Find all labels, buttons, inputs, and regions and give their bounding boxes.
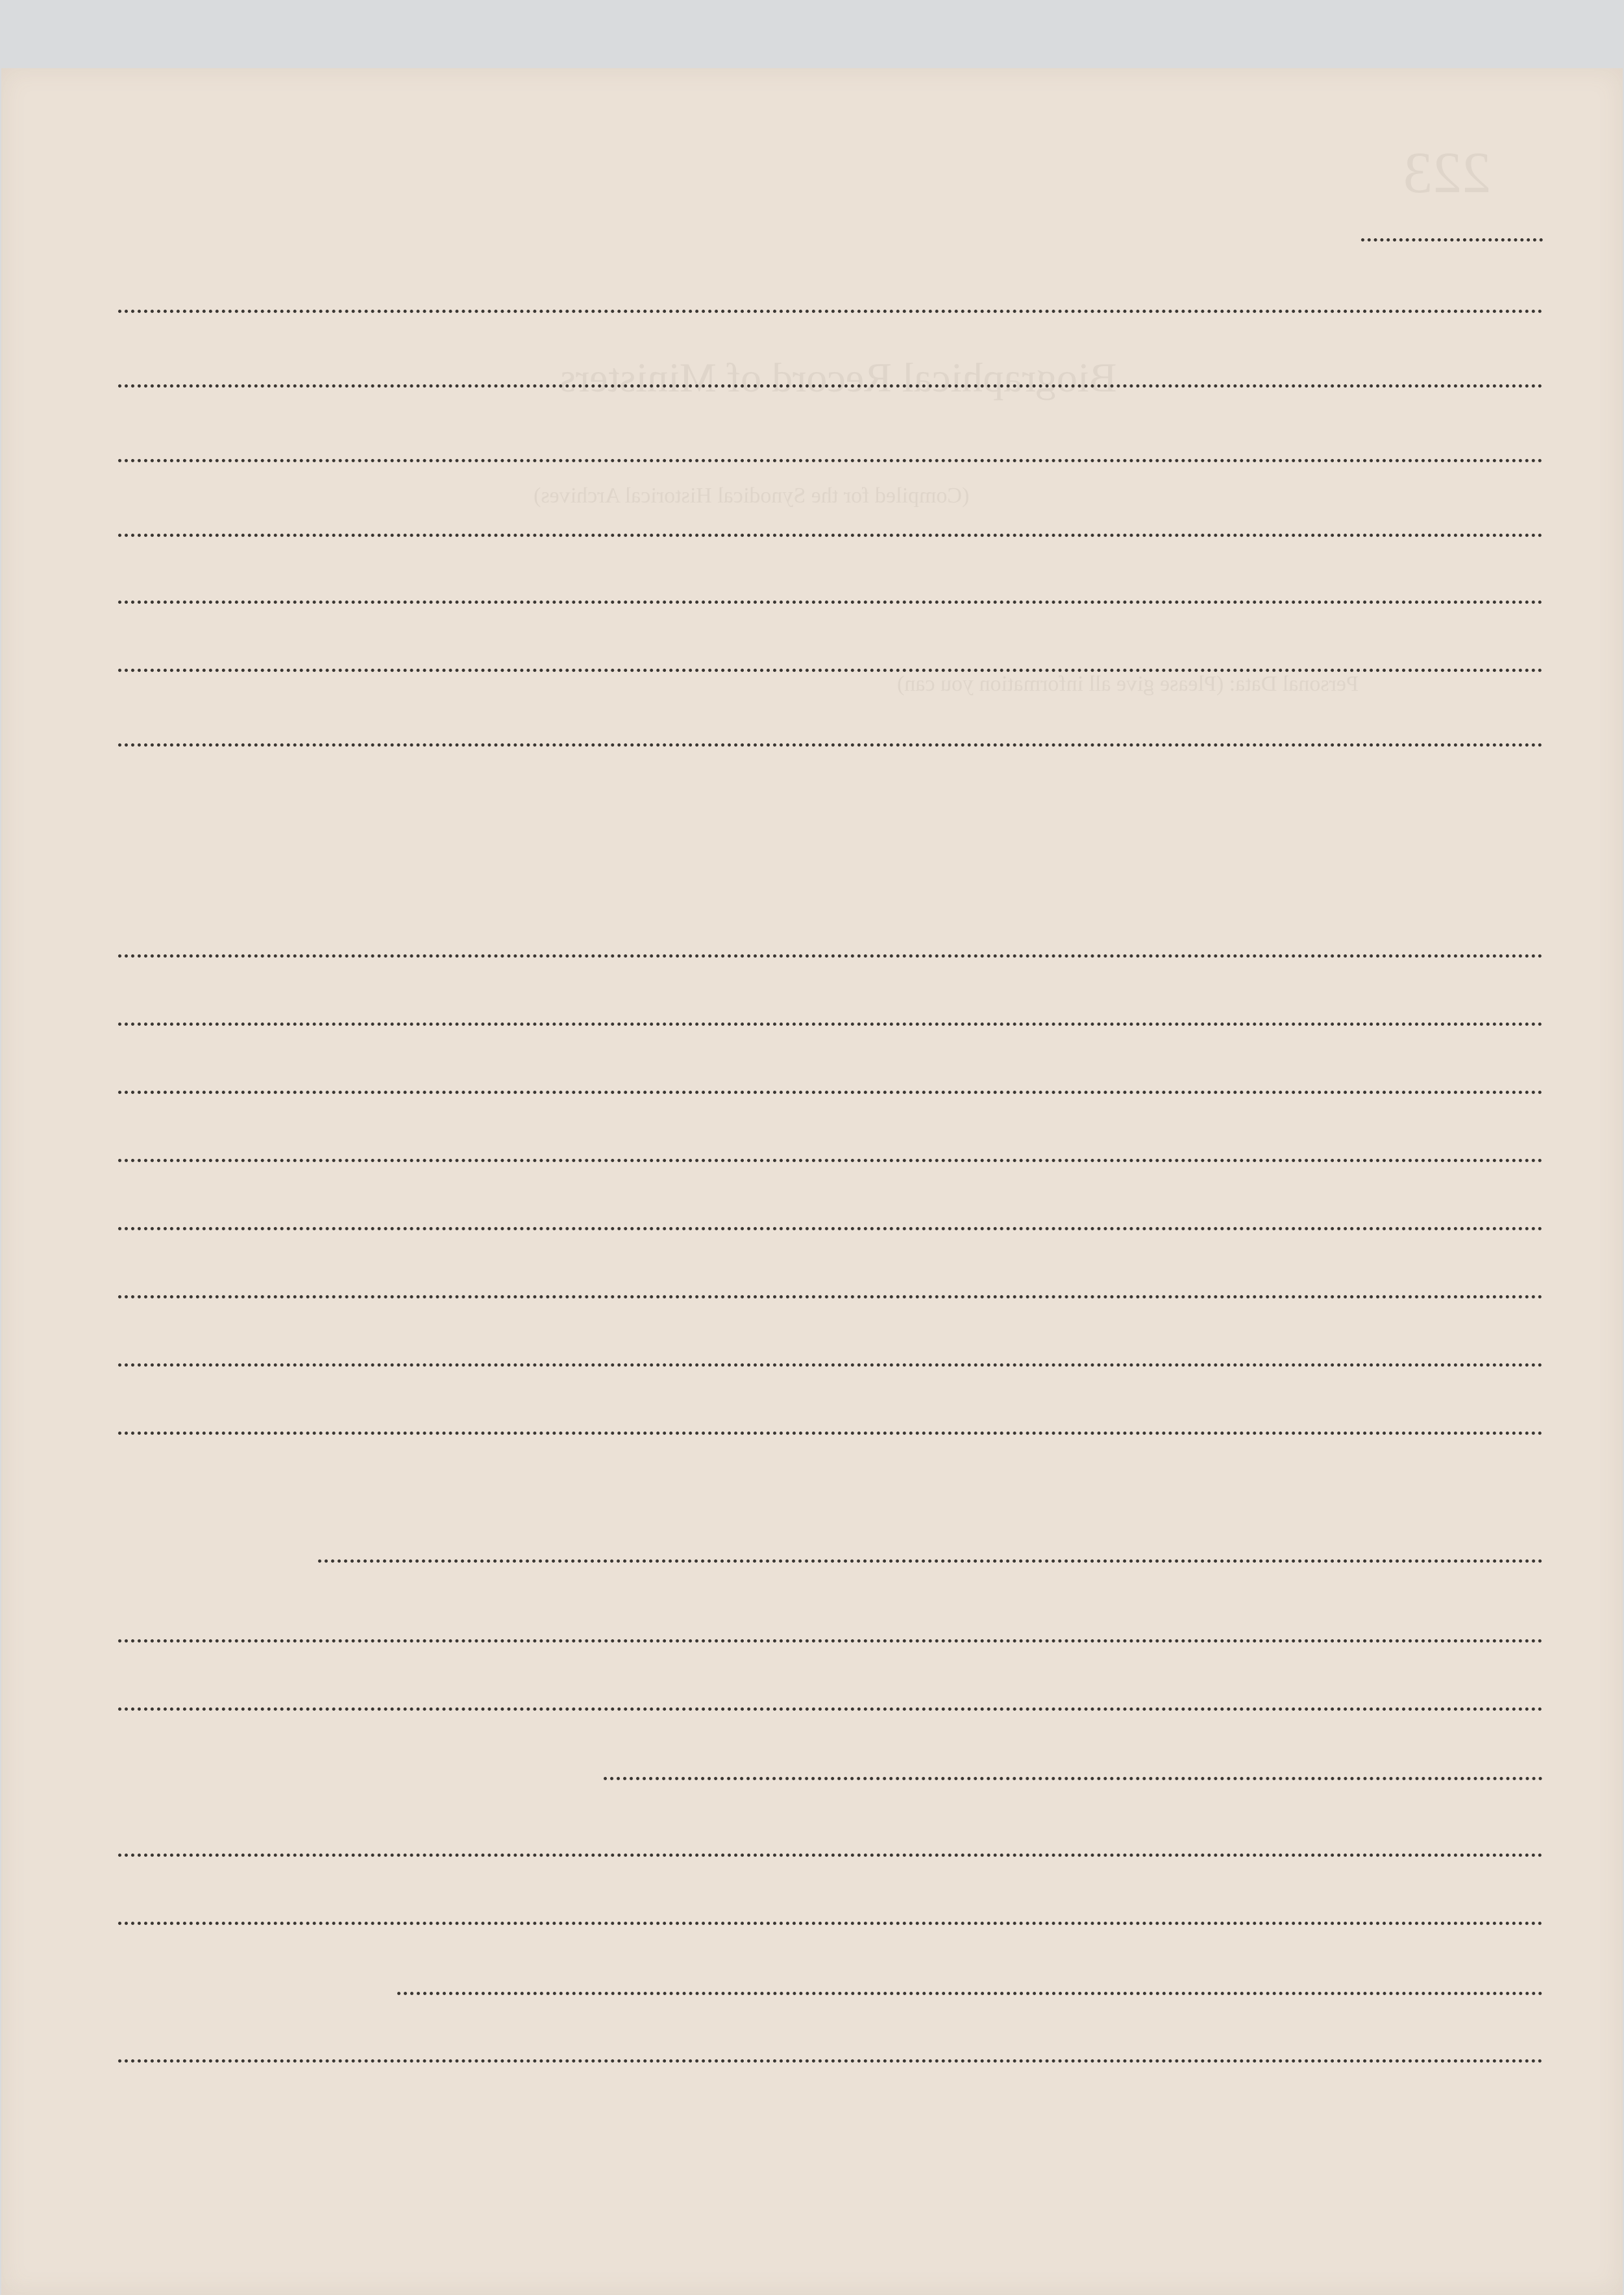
children-line-5[interactable] [118, 601, 1543, 604]
high-schools-line-2[interactable] [118, 1639, 1543, 1643]
children-line-4[interactable] [118, 534, 1543, 537]
children-line-2[interactable] [118, 384, 1543, 388]
colleges-line-1[interactable] [604, 1777, 1543, 1780]
other-info-line-3[interactable] [118, 1091, 1543, 1094]
children-line-3[interactable] [118, 459, 1543, 462]
other-info-line-5[interactable] [118, 1227, 1543, 1230]
high-schools-line-3[interactable] [118, 1707, 1543, 1711]
show-through-line: Personal Data: (Please give all information you can) [897, 672, 1359, 696]
children-line-6[interactable] [118, 669, 1543, 672]
other-info-line-8[interactable] [118, 1432, 1543, 1435]
form-page [1, 68, 1623, 2295]
other-info-line-4[interactable] [118, 1159, 1543, 1162]
theological-schools-line-1[interactable] [397, 1992, 1543, 1995]
children-line-7[interactable] [118, 743, 1543, 747]
high-schools-line-1[interactable] [318, 1559, 1543, 1563]
other-info-line-2[interactable] [118, 1023, 1543, 1026]
colleges-line-2[interactable] [118, 1854, 1543, 1857]
theological-schools-line-2[interactable] [118, 2059, 1543, 2063]
colleges-line-3[interactable] [118, 1922, 1543, 1925]
children-line-1[interactable] [118, 310, 1543, 313]
show-through-title: Biographical Record of Ministers [560, 354, 1117, 401]
other-info-line-7[interactable] [118, 1363, 1543, 1367]
show-through-line: (Compiled for the Synodical Historical Archives) [534, 484, 970, 508]
children-prompt-leader [1361, 238, 1543, 242]
other-info-line-1[interactable] [118, 954, 1543, 958]
other-info-line-6[interactable] [118, 1295, 1543, 1298]
show-through-number: 223 [1403, 141, 1491, 205]
